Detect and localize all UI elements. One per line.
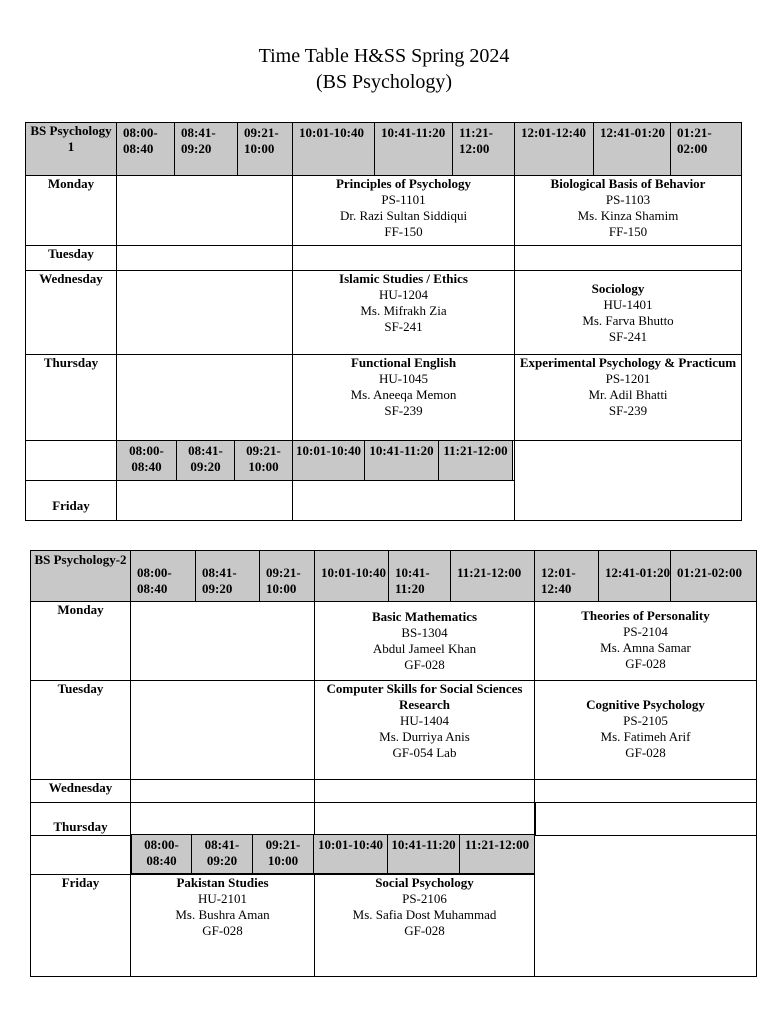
course-room: GF-028 — [625, 745, 666, 760]
day-friday: Friday — [31, 875, 131, 977]
time-slot: 09:21-10:00 — [260, 551, 315, 602]
time-slot: 12:01-12:40 — [515, 123, 594, 176]
empty-cell — [131, 681, 315, 780]
course-room: GF-028 — [404, 923, 445, 938]
day-tuesday: Tuesday — [31, 681, 131, 780]
course-name: Experimental Psychology & Practicum — [519, 355, 737, 370]
time-slot: 08:41-09:20 — [177, 441, 235, 481]
course-code: HU-1401 — [603, 297, 653, 312]
group-label: BS Psychology 1 — [26, 123, 117, 176]
course-teacher: Dr. Razi Sultan Siddiqui — [339, 208, 468, 223]
course-room: SF-241 — [384, 319, 423, 334]
empty-cell — [26, 441, 117, 481]
empty-cell — [315, 803, 535, 836]
time-slot: 10:01-10:40 — [293, 123, 375, 176]
day-tuesday: Tuesday — [26, 246, 117, 271]
time-slot: 12:41-01:20 — [599, 551, 671, 602]
time-slot: 12:41-01:20 — [594, 123, 671, 176]
empty-cell — [131, 780, 315, 803]
time-slot: 10:41-11:20 — [388, 835, 460, 874]
course-principles-of-psychology — [293, 176, 515, 246]
empty-cell — [535, 803, 757, 836]
empty-cell — [31, 836, 131, 875]
course-teacher: Ms. Kinza Shamim — [577, 208, 679, 223]
empty-cell — [515, 441, 742, 521]
course-name: Social Psychology — [375, 875, 474, 890]
course-teacher: Ms. Aneeqa Memon — [350, 387, 457, 402]
page-subtitle: (BS Psychology) — [315, 71, 453, 93]
course-name: Islamic Studies / Ethics — [339, 271, 468, 286]
course-code: HU-1045 — [378, 371, 429, 386]
course-room: GF-028 — [625, 656, 666, 671]
time-slot: 11:21-12:00 — [439, 441, 513, 481]
course-room: GF-028 — [404, 657, 445, 672]
course-teacher: Ms. Fatimeh Arif — [600, 729, 691, 744]
time-slot: 10:41-11:20 — [375, 123, 453, 176]
course-name: Basic Mathematics — [371, 609, 478, 624]
course-basic-mathematics — [315, 602, 535, 681]
page-title: Time Table H&SS Spring 2024 — [258, 45, 510, 67]
empty-cell — [117, 271, 293, 355]
course-room: GF-028 — [202, 923, 243, 938]
course-biological-basis — [515, 176, 742, 246]
course-code: PS-2105 — [623, 713, 668, 728]
time-slot: 10:01-10:40 — [314, 835, 388, 874]
course-social-psychology — [315, 875, 535, 977]
course-teacher: Ms. Durriya Anis — [379, 729, 470, 744]
course-teacher: Ms. Mifrakh Zia — [360, 303, 447, 318]
course-name: Biological Basis of Behavior — [550, 176, 706, 191]
course-name: Theories of Personality — [581, 608, 710, 623]
course-code: PS-2106 — [402, 891, 447, 906]
course-pakistan-studies — [131, 875, 315, 977]
course-room: GF-054 Lab — [392, 745, 457, 760]
empty-cell — [515, 246, 742, 271]
course-room: FF-150 — [608, 224, 648, 239]
time-slot: 10:41-11:20 — [365, 441, 439, 481]
course-room: FF-150 — [384, 224, 423, 239]
empty-cell — [117, 246, 293, 271]
course-name: Sociology — [591, 281, 645, 296]
time-slot: 10:41-11:20 — [389, 551, 451, 602]
time-slot: 08:41-09:20 — [196, 551, 260, 602]
course-name: Cognitive Psychology — [586, 697, 705, 712]
course-teacher: Ms. Bushra Aman — [175, 907, 270, 922]
time-slot: 08:00-08:40 — [132, 835, 192, 874]
time-slot: 11:21-12:00 — [453, 123, 515, 176]
course-experimental-psychology — [515, 355, 742, 441]
course-computer-skills — [315, 681, 535, 780]
empty-cell — [131, 602, 315, 681]
course-islamic-studies — [293, 271, 515, 355]
course-code: PS-1103 — [605, 192, 651, 207]
time-slot: 08:00-08:40 — [131, 551, 196, 602]
empty-cell — [293, 481, 515, 521]
time-slot: 01:21-02:00 — [671, 123, 742, 176]
course-name: Functional English — [350, 355, 457, 370]
empty-cell — [117, 176, 293, 246]
friday-times-2 — [131, 834, 535, 874]
course-name: Principles of Psychology — [335, 176, 472, 191]
day-wednesday: Wednesday — [26, 271, 117, 355]
course-teacher: Ms. Amna Samar — [600, 640, 691, 655]
time-slot: 01:21-02:00 — [671, 551, 757, 602]
group-label: BS Psychology-2 — [31, 551, 131, 602]
course-sociology — [515, 271, 742, 355]
course-code: HU-2101 — [197, 891, 248, 906]
time-slot: 09:21-10:00 — [238, 123, 293, 176]
timetable-bs-psychology-2 — [30, 550, 757, 977]
empty-cell — [131, 803, 315, 836]
course-code: PS-1101 — [381, 192, 426, 207]
time-slot: 09:21-10:00 — [253, 835, 314, 874]
day-wednesday: Wednesday — [31, 780, 131, 803]
empty-cell — [293, 246, 515, 271]
course-teacher: Abdul Jameel Khan — [372, 641, 477, 656]
course-code: HU-1204 — [378, 287, 429, 302]
friday-times-1 — [116, 440, 513, 481]
course-teacher: Mr. Adil Bhatti — [588, 387, 668, 402]
course-room: SF-239 — [384, 403, 423, 418]
course-name: Pakistan Studies — [176, 875, 269, 890]
course-code: BS-1304 — [401, 625, 448, 640]
course-cognitive-psychology — [535, 681, 757, 780]
empty-cell — [117, 481, 293, 521]
empty-cell — [315, 780, 535, 803]
course-code: PS-1201 — [605, 371, 651, 386]
course-functional-english — [293, 355, 515, 441]
day-monday: Monday — [31, 602, 131, 681]
day-thursday: Thursday — [31, 803, 131, 836]
course-room: SF-241 — [608, 329, 648, 344]
time-slot: 08:00-08:40 — [117, 441, 177, 481]
time-slot: 11:21-12:00 — [460, 835, 535, 874]
time-slot: 11:21-12:00 — [451, 551, 535, 602]
course-theories-of-personality — [535, 602, 757, 681]
day-thursday: Thursday — [26, 355, 117, 441]
course-teacher: Ms. Safia Dost Muhammad — [352, 907, 497, 922]
course-code: HU-1404 — [399, 713, 450, 728]
time-slot: 08:00-08:40 — [117, 123, 175, 176]
day-monday: Monday — [26, 176, 117, 246]
empty-cell — [535, 780, 757, 803]
day-friday: Friday — [26, 481, 117, 521]
course-name: Computer Skills for Social Sciences Research — [326, 681, 523, 712]
time-slot: 09:21-10:00 — [235, 441, 293, 481]
time-slot: 08:41-09:20 — [192, 835, 253, 874]
time-slot: 10:01-10:40 — [315, 551, 389, 602]
time-slot: 10:01-10:40 — [293, 441, 365, 481]
course-room: SF-239 — [608, 403, 648, 418]
course-teacher: Ms. Farva Bhutto — [582, 313, 674, 328]
time-slot: 08:41-09:20 — [175, 123, 238, 176]
time-slot: 12:01-12:40 — [535, 551, 599, 602]
empty-cell — [535, 836, 757, 977]
course-code: PS-2104 — [623, 624, 668, 639]
empty-cell — [117, 355, 293, 441]
